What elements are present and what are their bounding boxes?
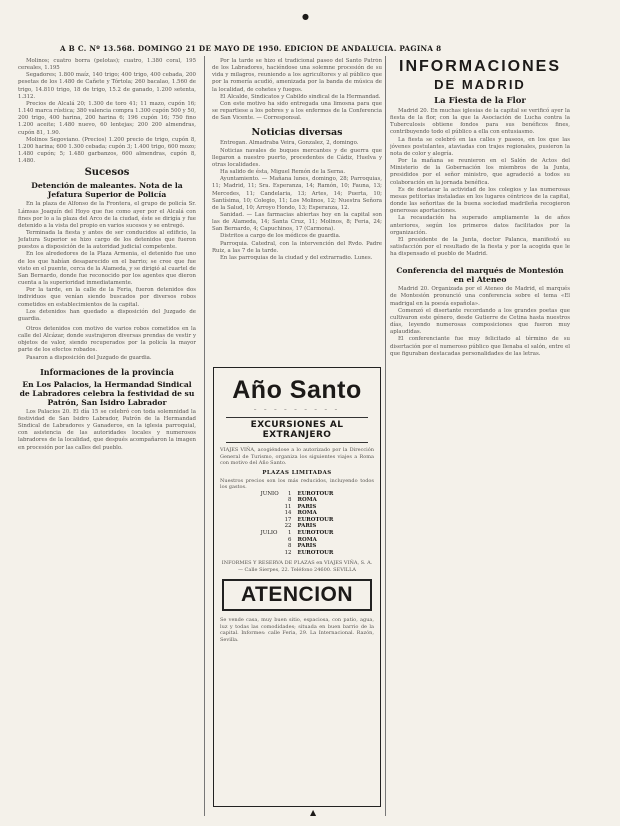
trip-month xyxy=(258,523,282,530)
paragraph: Distritos a cargo de los médicos de guardia. xyxy=(220,233,341,240)
paragraph: Por la tarde se hizo el tradicional paseo del Santo Patrón de los Labradores, haciéndose una solemne procesión de su vida y milagros, reuniendo a los agricultores y al público que por la romería acudió, amenizada por la banda de música de la localidad, de cohetes y fuegos. xyxy=(212,58,382,93)
column-rule xyxy=(385,56,386,816)
section-heading-provincia: Informaciones de la provincia xyxy=(40,366,174,377)
paragraph: Pasaron a disposición del Juzgado de guardia. xyxy=(26,354,152,361)
paragraph: Entregan. Almadraba Veira, Gonzalez, 2, domingo. xyxy=(220,140,359,147)
trip-day: 22 xyxy=(284,523,292,530)
paragraph: Con este motivo ha sido entregada una limosna para que se repartiese a los pobres y a los enfermos de la Conferencia de San Vicente. — Corresponsal. xyxy=(212,100,382,122)
paragraph: El conferenciante fue muy felicitado al término de su disertación por el numeroso público que llenaba el salón, entre el que figuraban destacadas personalidades de las letras. xyxy=(390,336,570,357)
headline-fiesta-flor: La Fiesta de la Flor xyxy=(434,96,526,106)
column-3 xyxy=(390,58,570,818)
trip-destination: EUROTOUR xyxy=(297,530,334,537)
ad-subtitle: EXCURSIONES AL EXTRANJERO xyxy=(226,417,368,443)
trip-destination: EUROTOUR xyxy=(297,490,334,497)
paragraph: Otros detenidos con motivo de varios robos cometidos en la calle del Alcázar, donde sustrajeron diversas prendas de vestir y objetos de valor, siendo recuperados por la policía la mayor parte de los efectos robados. xyxy=(18,326,196,354)
page-mark-icon: ● xyxy=(302,12,309,21)
paragraph: Comenzó el disertante recordando a los grandes poetas que cultivaron este género, desde Gutierre de Cetina hasta nuestros días, leyendo numerosas composiciones que fueron muy aplaudidas. xyxy=(390,307,570,336)
trip-day: 1 xyxy=(288,490,292,497)
trip-destination: ROMA xyxy=(297,497,317,504)
trip-day: 8 xyxy=(288,543,292,550)
paragraph: El presidente de la Junta, doctor Palanca, manifestó su satisfacción por el resultado de la fiesta y por la acogida que le ha dispensado el pueblo de Madrid. xyxy=(390,236,570,258)
paragraph: Por la tarde, en la calle de la Feria, fueron detenidos dos individuos que venían siendo buscados por diversos robos cometidos en establecimientos de la capital. xyxy=(18,287,196,308)
trip-row xyxy=(258,537,337,544)
trip-month xyxy=(258,504,282,511)
paragraph: Los detenidos han quedado a disposición del Juzgado de guardia. xyxy=(18,308,196,322)
paragraph: Es de destacar la actividad de los colegios y las numerosas mesas petitorias instaladas en los lugares céntricos de la capital, donde las señoritas de la buena sociedad madrileña recogieron generosas aportaciones. xyxy=(390,186,570,215)
trip-destination: EUROTOUR xyxy=(297,549,334,556)
paragraph: Madrid 20. Organizada por el Ateneo de Madrid, el marqués de Montesión pronunció una conferencia sobre el tema «El madrigal en la poesía española». xyxy=(390,286,570,307)
ad-contact: INFORMES Y RESERVA DE PLAZAS en VIAJES VIÑA, S. A. — Calle Sierpes, 22. Teléfono 24600. SEVILLA xyxy=(221,560,373,573)
trip-month xyxy=(258,543,282,550)
trip-day: 1 xyxy=(288,530,292,537)
trip-day: 17 xyxy=(284,516,292,523)
trip-destination: ROMA xyxy=(297,510,317,517)
paragraph: La recaudación ha superado ampliamente la de años anteriores, según los primeros datos facilitados por la organización. xyxy=(390,215,570,236)
ad-title: Año Santo xyxy=(232,376,362,404)
atencion-text: Se vende casa, muy buen sitio, espaciosa, con patio, agua, luz y todas las comodidades; situada en buen barrio de la capital. Informes: calle Feria, 29. La Internacional. Razón, Sevilla. xyxy=(220,617,374,643)
trip-row xyxy=(258,543,337,550)
trip-day: 14 xyxy=(284,510,292,517)
paragraph: Parroquia. Catedral, con la intervención del Rvdo. Padre Ruiz, a las 7 de la tarde. xyxy=(212,240,382,254)
trip-day: 11 xyxy=(284,503,292,510)
trip-row xyxy=(258,523,337,530)
paragraph: Precios de Alcalá 20; 1.300 de toro 41; 11 mazo, cupón 16; 1.140 marca rústica; 380 valencia compra 1.300 cupón 500 y 50, 200 trigo, 400 harina, 200 harina 6; 196 cupón 16; 750 fino 1.200 aceite; 1.480 nuevo, 60 lentejas; 200 200 almendras, cupón 81, 1.90. xyxy=(18,100,196,136)
trip-row xyxy=(258,517,337,524)
ornament: – – – – – – – – – xyxy=(253,407,341,413)
trip-destination: PARIS xyxy=(297,503,317,510)
page-header: A B C. Nº 13.568. DOMINGO 21 DE MAYO DE 1950. EDICION DE ANDALUCIA. PAGINA 8 xyxy=(60,44,442,53)
column-1 xyxy=(18,58,196,818)
section-heading-noticias: Noticias diversas xyxy=(251,127,343,139)
paragraph: Ayuntamiento. — Mañana lunes, domingo, 28; Parroquias, 11; Madrid, 11; Sra. Esperanza, 14; Ramón, 10; Fauna, 13; Mercedes, 11; Candelaria, 13; Artes, 14; Puerta, 10; Santísima, 10; Colegio, 11; Los Molinos, 12; Nuestra Señora de la Salud, 10; Arroyo Hondo, 13; Esperanza, 12. xyxy=(212,176,382,211)
paragraph: Molinos; cuatro borra (pelotas); cuatro, 1.380 coral, 195 cereales, 1.195 xyxy=(18,58,196,72)
headline-conferencia: Conferencia del marqués de Montesión en el Ateneo xyxy=(396,266,564,285)
trip-schedule xyxy=(258,491,337,557)
paragraph: Sanidad. — Las farmacias abiertas hoy en la capital son las de Alameda, 14; Santa Cruz, 11; Molinos, 8; Feria, 24; San Bernardo, 4; Capuchinos, 17 (Carmona). xyxy=(212,211,382,233)
trip-day: 12 xyxy=(284,549,292,556)
column-2 xyxy=(212,58,382,362)
trip-destination: PARIS xyxy=(297,523,317,530)
trip-destination: EUROTOUR xyxy=(297,516,334,523)
paragraph: Molinos Segoviano. (Precios) 1.200 precio de trigo, cupón 8, 1.200 harina; 600 1.300 cebada; cupón 3; 1.400 trigo, 600 mozo; 1.480 cupón; 5; 1.480 garbanzos, 600 almendras, cupón 8, 1.480. xyxy=(18,136,196,165)
ad-plazas: PLAZAS LIMITADAS xyxy=(262,469,332,476)
paragraph: En los alrededores de la Plaza Armenia, el detenido fue uno de los que habían desaparecido en el barrio; se cree que fue visto en el puente, cerca de la Alameda, y se dirigió al cuartel de San Bernardo, donde fue reconocido por los agentes que dieron cuenta a la superioridad inmediatamente. xyxy=(18,251,196,287)
paragraph: Los Palacios 20. El día 15 se celebró con toda solemnidad la festividad de San Isidro Labrador, Patrón de la Hermandad Sindical de Labradores y Ganaderos, en la iglesia parroquial, con asistencia de las autoridades locales y numerosos labradores de la localidad, que después acompañaron la imagen en procesión por las calles del pueblo. xyxy=(18,408,196,451)
trip-month xyxy=(258,497,282,504)
trip-row xyxy=(258,504,337,511)
trip-row xyxy=(258,491,337,498)
trip-row xyxy=(258,510,337,517)
ad-intro: VIAJES VIÑA, acogiéndose a lo autorizado por la Dirección General de Turismo, organiza los siguientes viajes a Roma con motivo del Año Santo. xyxy=(220,447,374,466)
trip-day: 8 xyxy=(288,497,292,504)
paragraph: La fiesta se celebró en las calles y paseos, en los que las jóvenes postulantes, ataviadas con trajes regionales, pusieron la nota de color y alegría. xyxy=(390,136,570,157)
paragraph: Ha salido de ésta, Miguel Remón de la Serna. xyxy=(220,169,346,176)
advertisement-box xyxy=(213,367,381,807)
paragraph: En la plaza de Alfonso de la Frontera, el grupo de policía Sr. Lámsas Joaquín del Hoyo que fue como ayer por el Alcalá con fines por lo a la plaza del Arco de la ciudad, éste se dirigía y fue detenido a la vista del propio en varios sucesos y se entregó. xyxy=(18,201,196,229)
trip-month: JULIO xyxy=(260,530,278,537)
trip-month xyxy=(258,510,282,517)
headline-detencion: Detención de maleantes. Nota de la Jefatura Superior de Policía xyxy=(31,181,183,200)
paragraph: Por la mañana se reunieron en el Salón de Actos del Ministerio de la Gobernación los miembros de la Junta, presididos por el señor ministro, que agradeció a todos su colaboración en la jornada benéfica. xyxy=(390,158,570,186)
trip-month xyxy=(258,517,282,524)
masthead-madrid: DE MADRID xyxy=(434,77,526,92)
section-heading-sucesos: Sucesos xyxy=(84,167,130,179)
paragraph: Segadores; 1.800 maíz, 140 trigo; 400 trigo, 400 cebada, 200 pesetas de los 1.480 de Cañete y Tórtola; 260 bacalao, 1.560 de trigo, 14.810 trigo, 18 de trigo, 15.2 de ganado, 1.200 setenta, 1.312. xyxy=(18,72,196,100)
trip-row xyxy=(258,550,337,557)
trip-row xyxy=(258,497,337,504)
atencion-banner: ATENCION xyxy=(222,579,372,611)
market-prices xyxy=(18,58,196,165)
masthead-informaciones: INFORMACIONES xyxy=(399,58,561,75)
trip-day: 6 xyxy=(288,536,292,543)
trip-destination: PARIS xyxy=(297,543,317,550)
ad-note: Nuestros precios son los más reducidos, incluyendo todos los gastos. xyxy=(220,477,374,490)
column-rule xyxy=(204,56,205,816)
paragraph: Terminada la fiesta y antes de ser conducidos al edificio, la Jefatura Superior se hizo cargo de los detenidos que fueron puestos a disposición de la autoridad judicial competente. xyxy=(18,229,196,251)
trip-month: JUNIO xyxy=(260,490,279,497)
paragraph: Madrid 20. En muchas iglesias de la capital se verificó ayer la fiesta de la flor, con la que la Asociación de Lucha contra la Tuberculosis obtiene fondos para sus benéficos fines, contribuyendo todo el público a ella con entusiasmo. xyxy=(390,108,570,136)
headline-palacios: En Los Palacios, la Hermandad Sindical de Labradores celebra la festividad de su Patrón, San Isidro Labrador xyxy=(19,379,195,407)
trip-month xyxy=(258,537,282,544)
paragraph: El Alcalde, Sindicatos y Cabildo sindical de la Hermandad. xyxy=(220,93,381,100)
trip-month xyxy=(258,550,282,557)
paragraph: Noticias navales de buques mercantes y de guerra que llegaron a nuestro puerto, procedentes de Cádiz, Huelva y otras localidades. xyxy=(212,147,382,168)
trip-destination: ROMA xyxy=(297,536,317,543)
page-mark-icon: ▲ xyxy=(310,808,317,817)
paragraph: En las parroquias de la ciudad y del extrarradio. Lunes. xyxy=(220,254,373,261)
trip-row xyxy=(258,530,337,537)
